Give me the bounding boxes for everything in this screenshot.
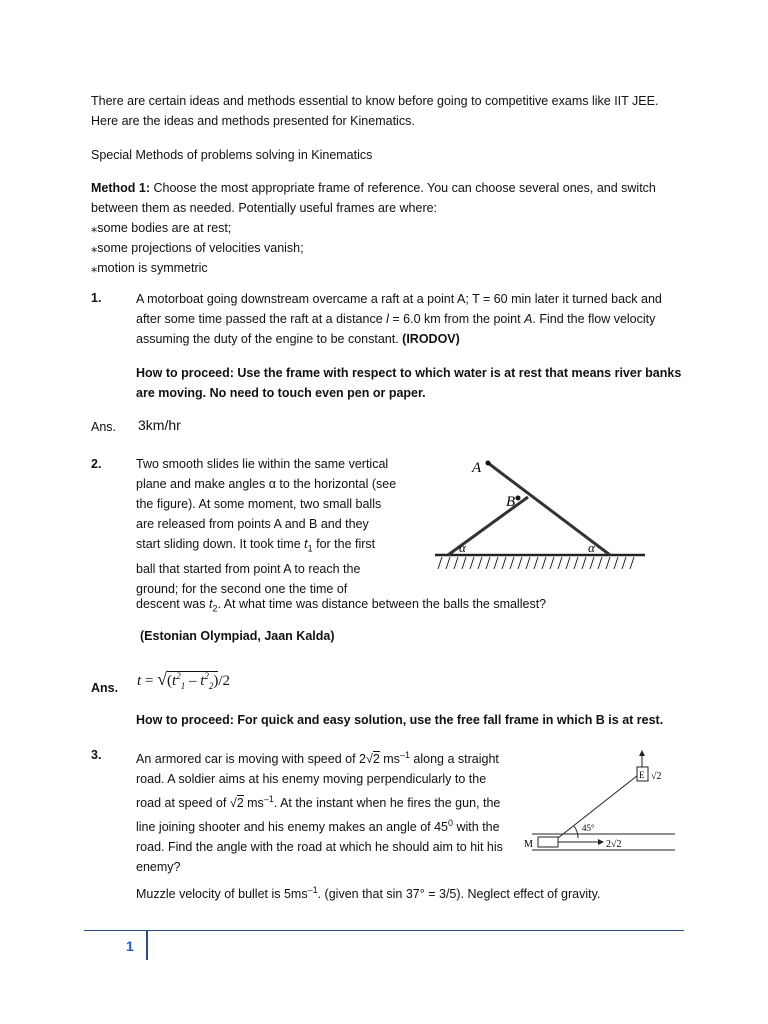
bullet-item: ⁎some bodies are at rest;	[91, 221, 232, 235]
footer-divider	[146, 930, 148, 960]
intro-line-1: There are certain ideas and methods essential to know before going to competitive exams like IIT JEE.	[91, 94, 659, 108]
label-e: E	[639, 770, 645, 780]
problem-1-answer: 3km/hr	[138, 417, 181, 433]
armored-car-figure	[520, 748, 680, 858]
label-m: M	[524, 839, 533, 850]
problem-3-text: An armored car is moving with speed of 2√2 $ms^{-1}$ along a straight road. A soldier aims at his enemy moving perpendicularly to the road at speed of √2 $ms^{-1}$. At the instant when he fires the gun, the line joining shooter and his enemy makes an angle of $45^0$ with the road. Find the angle with the road at which he should aim to hit his enemy?	[136, 750, 503, 875]
bullet-item: ⁎some projections of velocities vanish;	[91, 241, 304, 255]
label-a: A	[472, 460, 482, 476]
slides-figure	[430, 455, 650, 580]
method-1	[91, 178, 656, 278]
arrow-right-icon	[598, 839, 604, 845]
problem-1-text: A motorboat going downstream overcame a raft at a point A; T = 60 min later it turned back and after some time passed the raft at a distance l = 6.0 km from the point A. Find the flow velocity assuming the duty of the engine to be constant. (IRODOV)	[136, 292, 662, 346]
problem-2-text-end: descent was $t_2$. At what time was distance between the balls the smallest?	[136, 597, 547, 614]
intro-line-2: Here are the ideas and methods presented for Kinematics.	[91, 114, 415, 128]
problem-1-ans-label: Ans.	[91, 420, 117, 434]
formula-radicand: $(t^2_1 - t^2_2)$	[167, 671, 219, 691]
problem-1-number: 1.	[91, 291, 102, 305]
ball-a	[486, 461, 491, 466]
enemy-speed: √2	[651, 771, 662, 782]
problem-2-ans-label: Ans.	[91, 681, 119, 695]
alpha-right: α	[588, 540, 595, 555]
bullet-item: ⁎motion is symmetric	[91, 261, 208, 275]
sqrt-icon: √	[229, 796, 237, 811]
line-of-sight	[558, 775, 638, 838]
bullet-icon: ⁎	[91, 241, 98, 255]
problem-2-formula: $t = √(t^2_1 - t^2_2)/2$	[137, 669, 231, 691]
car-box	[538, 837, 558, 847]
section-title: Special Methods of problems solving in Kinematics	[91, 148, 373, 162]
method-1-text-2: between them as needed. Potentially useful frames are where:	[91, 201, 438, 215]
angle-arc	[574, 826, 578, 838]
sqrt-icon: √	[365, 752, 373, 767]
bullet-icon: ⁎	[91, 221, 98, 235]
page-number: 1	[126, 938, 134, 954]
alpha-left: α	[459, 540, 466, 555]
problem-1-source: (IRODOV)	[402, 332, 460, 346]
footer-rule	[84, 930, 684, 931]
ball-b	[516, 496, 521, 501]
problem-2-how-to-proceed: How to proceed: For quick and easy solution, use the free fall frame in which B is at rest.	[136, 713, 664, 727]
problem-2-number: 2.	[91, 457, 102, 471]
sqrt-icon: √	[157, 669, 168, 689]
problem-2-source: (Estonian Olympiad, Jaan Kalda)	[140, 629, 335, 643]
ground-hatching	[438, 557, 634, 569]
method-1-label: Method 1:	[91, 181, 151, 195]
method-1-text-1: Choose the most appropriate frame of reference. You can choose several ones, and switch	[150, 181, 656, 195]
bullet-icon: ⁎	[91, 261, 98, 275]
problem-3-muzzle: Muzzle velocity of bullet is $5ms^{-1}$. (given that sin 37° = 3/5). Neglect effect of gravity.	[136, 885, 601, 902]
label-b: B	[506, 494, 516, 510]
arrow-up-icon	[639, 750, 645, 756]
problem-1-how-to-proceed: How to proceed: Use the frame with respect to which water is at rest that means river banks are moving. No need to touch even pen or paper.	[136, 366, 682, 400]
problem-2-text: Two smooth slides lie within the same vertical plane and make angles α to the horizontal (see the figure). At some moment, two small balls are released from points A and B and they start sliding down. It took time $t_1$ for the first ball that started from point A to reach the ground; for the second one the time of	[136, 457, 397, 596]
car-speed: 2√2	[606, 839, 622, 850]
problem-3-number: 3.	[91, 748, 102, 762]
angle-label: 45°	[582, 823, 595, 833]
intro-paragraph	[91, 91, 658, 131]
